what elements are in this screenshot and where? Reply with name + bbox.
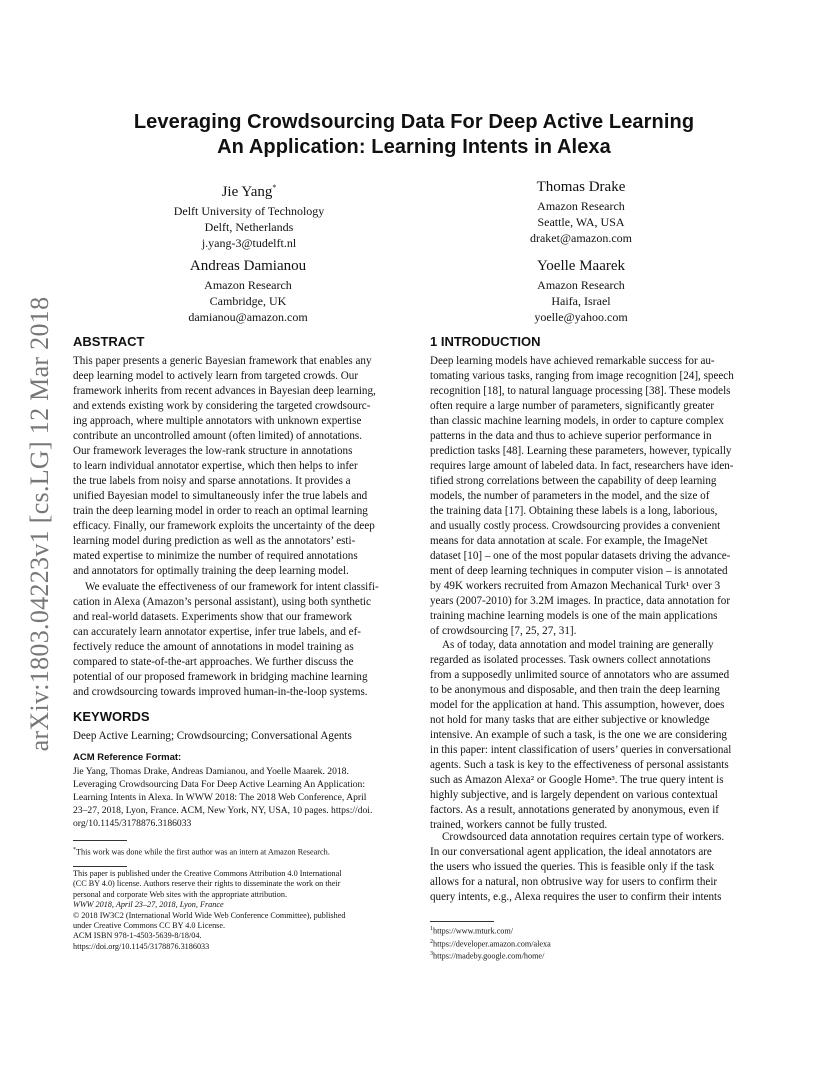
author-location: Haifa, Israel	[551, 294, 611, 308]
intro-line: the users who issued the queries. This is feasible only if the task	[430, 861, 715, 873]
footnote-link[interactable]: https://madeby.google.com/home/	[433, 952, 545, 962]
abstract-line: Our framework leverages the low-rank structure in annotations	[73, 445, 353, 457]
abstract-line: We evaluate the effectiveness of our framework for intent classifi-	[85, 581, 379, 593]
intro-line: allows for a natural, non obtrusive way for users to confirm their	[430, 876, 718, 888]
abstract-line: compared to state-of-the-art approaches. We further discuss the	[73, 656, 354, 668]
abstract-line: and annotators for optimally training the deep learning model.	[73, 565, 349, 577]
intro-line: intensive. An example of such a task, is the one we are considering	[430, 729, 727, 741]
license-line: personal and corporate Web sites with the appropriate attribution.	[73, 889, 288, 899]
author-email: j.yang-3@tudelft.nl	[201, 236, 297, 250]
arxiv-identifier: arXiv:1803.04223v1 [cs.LG] 12 Mar 2018	[25, 296, 54, 752]
abstract-line: cation in Alexa (Amazon’s personal assistant), using both synthetic	[73, 596, 371, 608]
acm-reference-line[interactable]: org/10.1145/3178876.3186033	[73, 818, 192, 829]
intro-line: years (2007-2010) for 3.2M images. In practice, data annotation for	[430, 595, 731, 607]
paper-title	[60, 110, 768, 160]
footnote-link[interactable]: https://developer.amazon.com/alexa	[433, 939, 551, 949]
license-rule	[73, 866, 127, 867]
author-note-footnote: *This work was done while the first author was an intern at Amazon Research.	[73, 847, 330, 857]
abstract-line: train the deep learning model in order to reach an optimal learning	[73, 505, 368, 517]
introduction-paragraph-2	[430, 638, 756, 833]
abstract-line: and real-world datasets. Experiments show that our framework	[73, 611, 353, 623]
author-name: Andreas Damianou	[189, 258, 307, 274]
author-block-3	[128, 257, 368, 325]
intro-line: dataset [10] – one of the most popular datasets driving the advance-	[430, 550, 731, 562]
author-block-4	[461, 257, 701, 325]
intro-line: of crowdsourcing [7, 25, 27, 31].	[430, 625, 577, 637]
intro-line: to be anonymous and disposable, and then train the deep learning	[430, 684, 720, 696]
intro-line: from a supposedly unlimited source of annotators who are assumed	[430, 669, 730, 681]
keywords-heading: KEYWORDS	[73, 709, 150, 724]
abstract-line: deep learning model to actively learn from targeted crowds. Our	[73, 370, 359, 382]
intro-line: factors. As a result, annotations generated by anonymous, even if	[430, 804, 719, 816]
license-line: (CC BY 4.0) license. Authors reserve their rights to disseminate the work on their	[73, 879, 341, 889]
author-email: draket@amazon.com	[529, 231, 632, 245]
keywords-text	[73, 729, 399, 744]
acm-reference-heading: ACM Reference Format:	[73, 752, 182, 763]
author-name: Thomas Drake	[536, 179, 626, 195]
acm-reference-text	[73, 765, 399, 830]
footnote-item	[430, 937, 756, 950]
introduction-heading: 1 INTRODUCTION	[430, 334, 541, 349]
abstract-line: mated expertise to minimize the number of required annotations	[73, 550, 358, 562]
intro-line: recognition [18], to natural language processing [38]. These models	[430, 385, 731, 397]
author-name: Yoelle Maarek	[536, 258, 626, 274]
author-location: Seattle, WA, USA	[537, 215, 625, 229]
abstract-line: contribute an uncontrolled amount (often limited) of annotations.	[73, 430, 362, 442]
intro-line: trained, workers cannot be fully trusted.	[430, 819, 608, 831]
acm-reference-line: Leveraging Crowdsourcing Data For Deep Active Learning An Application:	[73, 779, 365, 790]
intro-line: often require a large number of parameters, significantly greater	[430, 400, 715, 412]
license-line[interactable]: https://doi.org/10.1145/3178876.3186033	[73, 941, 210, 951]
abstract-heading: ABSTRACT	[73, 334, 145, 349]
author-affiliation: Amazon Research	[204, 278, 292, 292]
introduction-paragraph-1	[430, 354, 756, 639]
intro-line: than classic machine learning models, in order to capture complex	[430, 415, 724, 427]
keywords-line: Deep Active Learning; Crowdsourcing; Conversational Agents	[73, 730, 352, 742]
abstract-line: This paper presents a generic Bayesian framework that enables any	[73, 355, 372, 367]
abstract-paragraph-1	[73, 354, 399, 579]
intro-line: by 49K workers recruited from Amazon Mechanical Turk¹ over 3	[430, 580, 721, 592]
abstract-line: and crowdsourcing towards improved human-in-the-loop systems.	[73, 686, 368, 698]
abstract-line: and extends existing work by considering the targeted crowdsourc-	[73, 400, 371, 412]
intro-line: regarded as isolated processes. Task owners collect annotations	[430, 654, 711, 666]
introduction-paragraph-3	[430, 830, 756, 905]
abstract-line: learning model during prediction as well as the annotators’ esti-	[73, 535, 356, 547]
intro-line: Deep learning models have achieved remarkable success for au-	[430, 355, 715, 367]
footnote-item	[430, 949, 756, 962]
intro-line: not hold for many tasks that are either subjective or knowledge	[430, 714, 710, 726]
abstract-line: the true labels from noisy and sparse annotations. It provides a	[73, 475, 351, 487]
intro-line: As of today, data annotation and model training are generally	[442, 639, 714, 651]
intro-line: and usually costly process. Crowdsourcing provides a convenient	[430, 520, 721, 532]
author-location: Cambridge, UK	[209, 294, 287, 308]
author-name: Jie Yang	[221, 184, 273, 200]
footnote-link[interactable]: https://www.mturk.com/	[433, 926, 513, 936]
intro-line: In our conversational agent application, the ideal annotators are	[430, 846, 712, 858]
footnote-item	[430, 924, 756, 937]
intro-line: training machine learning models is one of the main applications	[430, 610, 718, 622]
author-note-text: This work was done while the first author was an intern at Amazon Research.	[76, 847, 330, 857]
abstract-line: efficacy. Finally, our framework exploits the uncertainty of the deep	[73, 520, 375, 532]
footnote-number: 3	[430, 951, 433, 958]
title-line-1: Leveraging Crowdsourcing Data For Deep Active Learning	[133, 111, 695, 133]
abstract-line: ing approach, where multiple annotators with unknown expertise	[73, 415, 362, 427]
abstract-line: unified Bayesian model to simultaneously infer the true labels and	[73, 490, 368, 502]
intro-line: in this paper: intent classification of users’ queries in conversational	[430, 744, 732, 756]
license-line: © 2018 IW3C2 (International World Wide Web Conference Committee), published	[73, 910, 346, 920]
footnote-rule	[73, 840, 127, 841]
intro-line: tomating various tasks, ranging from image recognition [24], speech	[430, 370, 734, 382]
intro-line: ment of deep learning techniques in computer vision – is annotated	[430, 565, 728, 577]
intro-footnote-rule	[430, 921, 494, 922]
abstract-line: fectively reduce the amount of annotations in model training as	[73, 641, 354, 653]
author-block-2	[461, 178, 701, 246]
abstract-line: potential of our proposed framework in bridging machine learning	[73, 671, 368, 683]
license-block	[73, 869, 399, 952]
intro-line: model for the application at hand. This assumption, however, does	[430, 699, 725, 711]
footnote-number: 1	[430, 926, 433, 932]
footnote-number: 2	[430, 938, 433, 945]
intro-footnotes	[430, 924, 756, 962]
intro-line: query intents, e.g., Alexa requires the user to confirm their intents	[430, 891, 722, 903]
author-affiliation: Amazon Research	[537, 199, 625, 213]
intro-line: means for data annotation at scale. For example, the ImageNet	[430, 535, 708, 547]
intro-line: such as Amazon Alexa² or Google Home³. The true query intent is	[430, 774, 724, 786]
acm-reference-line: Jie Yang, Thomas Drake, Andreas Damianou, and Yoelle Maarek. 2018.	[73, 766, 349, 777]
author-footnote-mark: *	[272, 183, 277, 192]
author-location: Delft, Netherlands	[204, 220, 294, 234]
intro-line: Crowdsourced data annotation requires certain type of workers.	[442, 831, 725, 843]
title-line-2: An Application: Learning Intents in Alexa	[217, 136, 611, 158]
intro-line: the training data [17]. Obtaining these labels is a long, laborious,	[430, 505, 718, 517]
license-line: This paper is published under the Creative Commons Attribution 4.0 International	[73, 869, 342, 878]
author-affiliation: Amazon Research	[537, 278, 625, 292]
intro-line: prediction tasks [48]. Learning these parameters, however, typically	[430, 445, 732, 457]
intro-line: agents. Such a task is key to the effectiveness of personal assistants	[430, 759, 729, 771]
license-line: under Creative Commons CC BY 4.0 License.	[73, 921, 226, 931]
abstract-line: can accurately learn annotator expertise, infer true labels, and ef-	[73, 626, 361, 638]
intro-line: models, the number of parameters in the model, and the size of	[430, 490, 710, 502]
intro-line: requires large amount of labeled data. In fact, researchers have iden-	[430, 460, 734, 472]
author-affiliation: Delft University of Technology	[173, 204, 325, 218]
acm-reference-line[interactable]: 23–27, 2018, Lyon, France. ACM, New York, NY, USA, 10 pages. https://doi.	[73, 805, 373, 816]
author-email: yoelle@yahoo.com	[534, 310, 628, 324]
author-block-1	[129, 178, 369, 251]
abstract-line: framework inherits from recent advances in Bayesian deep learning,	[73, 385, 376, 397]
author-email: damianou@amazon.com	[188, 310, 308, 324]
abstract-paragraph-2	[73, 580, 399, 700]
abstract-line: to learn individual annotator expertise, which then helps to infer	[73, 460, 358, 472]
intro-line: highly subjective, and is largely dependent on various contextual	[430, 789, 718, 801]
intro-line: tified strong correlations between the capability of deep learning	[430, 475, 717, 487]
acm-reference-line: Learning Intents in Alexa. In WWW 2018: The 2018 Web Conference, April	[73, 792, 367, 803]
license-line: WWW 2018, April 23–27, 2018, Lyon, France	[73, 900, 224, 910]
intro-line: patterns in the data and thus to achieve superior performance in	[430, 430, 712, 442]
license-line: ACM ISBN 978-1-4503-5639-8/18/04.	[73, 931, 202, 941]
